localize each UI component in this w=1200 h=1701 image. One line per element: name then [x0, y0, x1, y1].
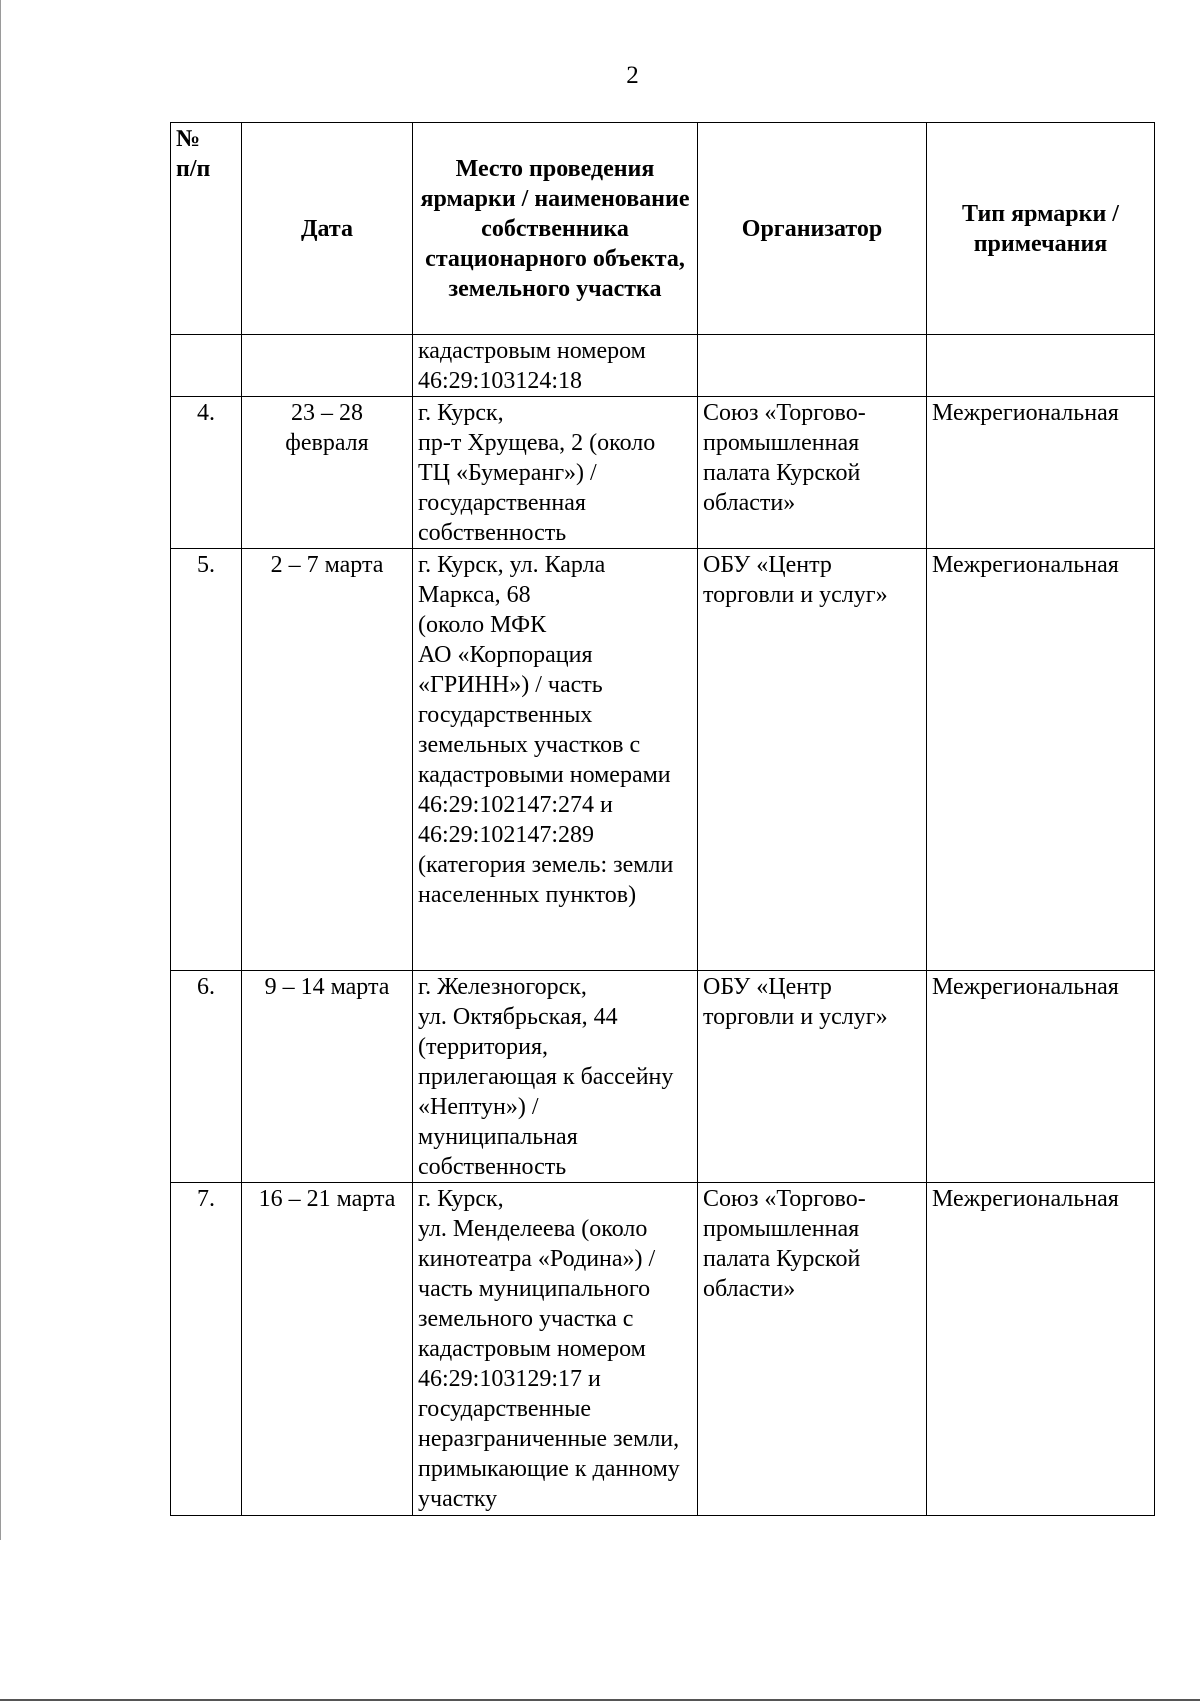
table-header-row [171, 123, 1155, 335]
header-type: Тип ярмарки / примечания [927, 123, 1155, 335]
cell-date: 2 – 7 марта [242, 549, 413, 971]
cell-organizer: ОБУ «Центр торговли и услуг» [698, 971, 927, 1183]
table-row [171, 397, 1155, 549]
page-number: 2 [626, 62, 639, 89]
cell-place: г. Курск, ул. Карла Маркса, 68 (около МФК АО «Корпорация «ГРИНН») / часть государственных земельных участков с кадастровыми номерами 46:29:102147:274 и 46:29:102147:289 (категория земель: земли населенных пунктов) [413, 549, 698, 971]
cell-date: 9 – 14 марта [242, 971, 413, 1183]
table-row-continuation [171, 335, 1155, 397]
cell-number: 4. [171, 397, 242, 549]
scan-edge-line [0, 0, 1, 1540]
cell-type [927, 335, 1155, 397]
cell-type: Межрегиональная [927, 397, 1155, 549]
table-row [171, 1183, 1155, 1516]
cell-number: 6. [171, 971, 242, 1183]
cell-number: 5. [171, 549, 242, 971]
cell-place: кадастровым номером 46:29:103124:18 [413, 335, 698, 397]
header-number: № п/п [171, 123, 242, 335]
cell-organizer: ОБУ «Центр торговли и услуг» [698, 549, 927, 971]
cell-number: 7. [171, 1183, 242, 1516]
header-place: Место проведения ярмарки / наименование собственника стационарного объекта, земельного участка [413, 123, 698, 335]
fairs-table [170, 122, 1155, 1516]
cell-type: Межрегиональная [927, 1183, 1155, 1516]
cell-place: г. Курск, ул. Менделеева (около кинотеатра «Родина») / часть муниципального земельного участка с кадастровым номером 46:29:103129:17 и государственные неразграниченные земли, примыкающие к данному участку [413, 1183, 698, 1516]
cell-organizer: Союз «Торгово-промышленная палата Курской области» [698, 397, 927, 549]
cell-organizer [698, 335, 927, 397]
cell-number [171, 335, 242, 397]
cell-place: г. Железногорск, ул. Октябрьская, 44 (территория, прилегающая к бассейну «Нептун») / муниципальная собственность [413, 971, 698, 1183]
header-date: Дата [242, 123, 413, 335]
cell-date: 23 – 28 февраля [242, 397, 413, 549]
cell-type: Межрегиональная [927, 971, 1155, 1183]
cell-type: Межрегиональная [927, 549, 1155, 971]
cell-place: г. Курск, пр-т Хрущева, 2 (около ТЦ «Бумеранг») / государственная собственность [413, 397, 698, 549]
table-row [171, 971, 1155, 1183]
cell-date [242, 335, 413, 397]
cell-date: 16 – 21 марта [242, 1183, 413, 1516]
cell-organizer: Союз «Торгово-промышленная палата Курской области» [698, 1183, 927, 1516]
table-row [171, 549, 1155, 971]
header-organizer: Организатор [698, 123, 927, 335]
